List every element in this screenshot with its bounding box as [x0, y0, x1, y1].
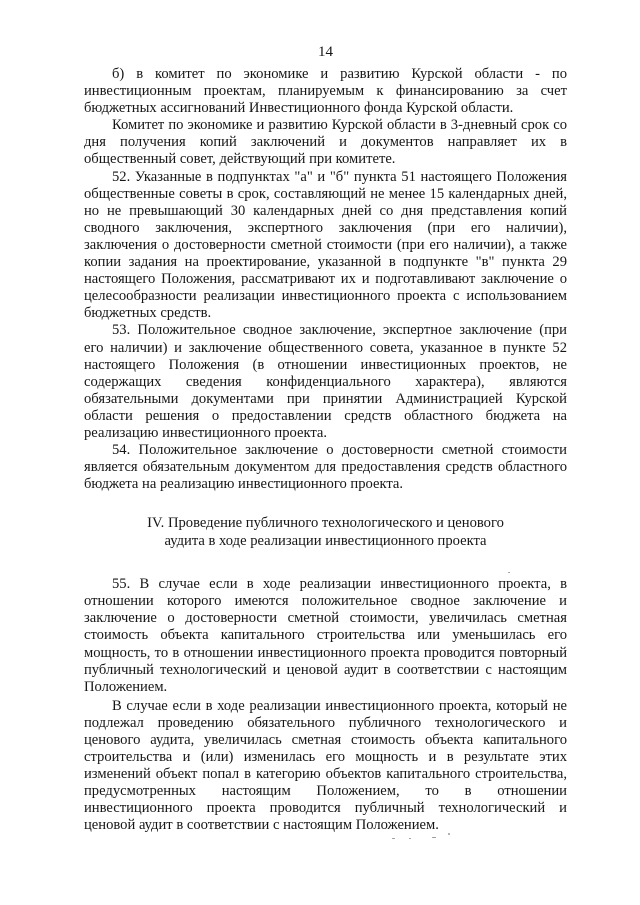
- page-number: 14: [318, 44, 333, 60]
- section-heading-line-2: аудита в ходе реализации инвестиционного проекта: [164, 532, 487, 549]
- section-heading-iv: [84, 515, 567, 550]
- paragraph-54: 54. Положительное заключение о достоверности сметной стоимости является обязательным документом для предоставления средств областного бюджета на реализацию инвестиционного проекта.: [84, 442, 567, 493]
- scan-artifact: [432, 837, 436, 838]
- document-body: [84, 66, 567, 835]
- paragraph-53: 53. Положительное сводное заключение, экспертное заключение (при его наличии) и заключение общественного совета, указанное в пункте 52 настоящего Положения (в отношении инвестиционных проектов, не содержащих сведения конфиденциального характера), являются обязательными документами при принятии Администрацией Курской области решения о предоставлении средств областного бюджета на реализацию инвестиционного проекта.: [84, 322, 567, 441]
- scan-artifact: [448, 833, 450, 835]
- paragraph-55-second: В случае если в ходе реализации инвестиционного проекта, который не подлежал проведению обязательного публичного технологического и ценового аудита, увеличилась сметная стоимость объекта капитального строительства и (или) изменилась его мощность и в результате этих изменений объект попал в категорию объектов капитального строительства, предусмотренных настоящим Положением, то в отношении инвестиционного проекта проводится публичный технологический и ценовой аудит в соответствии с настоящим Положением.: [84, 697, 567, 834]
- paragraph-52: 52. Указанные в подпунктах "а" и "б" пункта 51 настоящего Положения общественные советы в срок, составляющий не менее 15 календарных дней, но не превышающий 30 календарных дней со дня представления копий сводного заключения, экспертного заключения (при его наличии), заключения о достоверности сметной стоимости (при его наличии), а также копии задания на проектирование, указанной в подпункте "в" пункта 29 настоящего Положения, рассматривают их и подготавливают заключение о целесообразности реализации инвестиционного проекта с использованием бюджетных средств.: [84, 168, 567, 322]
- section-heading-line-1: IV. Проведение публичного технологического и ценового: [147, 515, 504, 532]
- scan-artifact: [409, 838, 411, 839]
- scan-artifact: [392, 838, 395, 839]
- paragraph-51b: б) в комитет по экономике и развитию Курской области - по инвестиционным проектам, планируемым к финансированию за счет бюджетных ассигнований Инвестиционного фонда Курской области.: [84, 66, 567, 117]
- paragraph-51-committee: Комитет по экономике и развитию Курской области в 3-дневный срок со дня получения копий заключений и документов направляет их в общественный совет, действующий при комитете.: [84, 117, 567, 168]
- paragraph-55: 55. В случае если в ходе реализации инвестиционного проекта, в отношении которого имеются положительное сводное заключение и заключение о достоверности сметной стоимости, увеличилась сметная стоимость объекта капитального строительства или уменьшилась его мощность, то в отношении инвестиционного проекта проводится повторный публичный технологический и ценовой аудит в соответствии с настоящим Положением.: [84, 576, 567, 695]
- scan-artifact: [508, 572, 510, 573]
